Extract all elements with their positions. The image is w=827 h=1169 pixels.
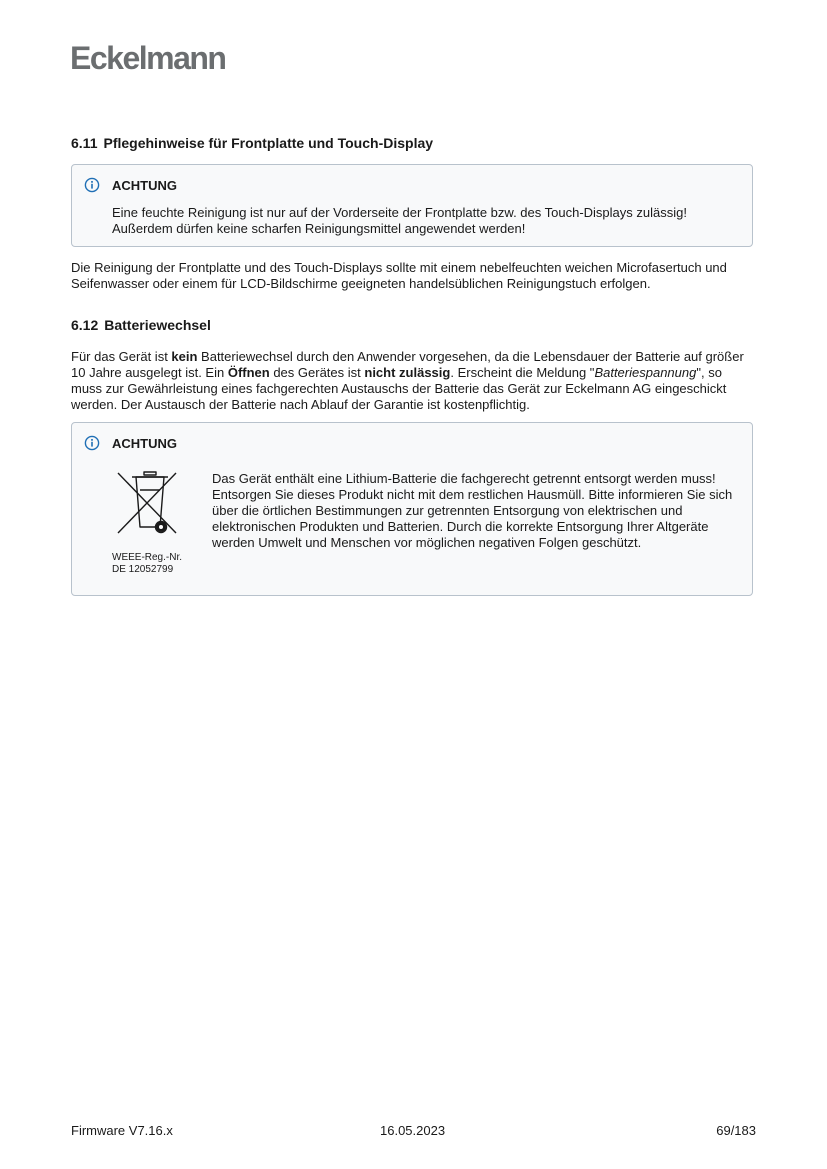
company-logo: Eckelmann: [70, 40, 226, 76]
notice-title: ACHTUNG: [112, 177, 177, 193]
info-icon: [84, 435, 100, 451]
emphasis-kein: kein: [171, 349, 198, 364]
section-6-12-heading: [71, 317, 211, 333]
text-run: . Erscheint die Meldung ": [450, 365, 595, 380]
emphasis-nicht-zulaessig: nicht zulässig: [364, 365, 451, 380]
emphasis-oeffnen: Öffnen: [227, 365, 270, 380]
notice-header: [84, 177, 177, 193]
text-run: ", so muss zur Gewährleistung eines fachgerechten Austauschs der Batterie das Gerät zur Eckelmann AG eingeschickt werden. Der Austausch der Batterie nach Ablauf der Garantie ist kostenpflichtig.: [71, 365, 727, 412]
footer-date: 16.05.2023: [380, 1123, 446, 1138]
section-title: Batteriewechsel: [104, 317, 211, 333]
section-number: 6.11: [71, 135, 98, 151]
notice-title: ACHTUNG: [112, 435, 177, 451]
notice-header: [84, 435, 177, 451]
battery-paragraph: [71, 349, 755, 413]
disposal-paragraph-1: Das Gerät enthält eine Lithium-Batterie die fachgerecht getrennt entsorgt werden muss!: [212, 471, 716, 486]
disposal-paragraph-2: Entsorgen Sie dieses Produkt nicht mit dem restlichen Hausmüll. Bitte informieren Sie sich über die örtlichen Bestimmungen zur getrennten Entsorgung von elektrischen und elektronischen Produkten und Batterien. Durch die korrekte Entsorgung Ihrer Altgeräte werden Umwelt und Menschen vor möglichen negativen Folgen geschützt.: [212, 487, 733, 550]
message-name-batteriespannung: Batteriespannung: [594, 365, 697, 380]
weee-registration: [112, 552, 182, 576]
cleaning-paragraph: Die Reinigung der Frontplatte und des Touch-Displays sollte mit einem nebelfeuchten weichen Microfasertuch und Seifenwasser oder einem für LCD-Bildschirme geeigneten handelsüblichen Reinigungstuch erfolgen.: [71, 260, 727, 291]
caution-notice-battery-disposal: [71, 422, 753, 596]
disposal-text: [212, 471, 740, 551]
caution-notice-cleaning: [71, 164, 753, 247]
text-run: des Gerätes ist: [269, 365, 365, 380]
info-icon: [84, 177, 100, 193]
footer-page-number: 69/183: [716, 1123, 756, 1138]
text-run: Für das Gerät ist: [71, 349, 172, 364]
section-number: 6.12: [71, 317, 99, 333]
footer-firmware-version: Firmware V7.16.x: [71, 1123, 173, 1138]
section-title: Pflegehinweise für Frontplatte und Touch-Display: [103, 135, 434, 151]
crossed-out-wheelie-bin-icon: [114, 469, 184, 537]
section-6-11-heading: [71, 135, 433, 151]
weee-reg-label: WEEE-Reg.-Nr.: [112, 552, 183, 563]
notice-text: Eine feuchte Reinigung ist nur auf der Vorderseite der Frontplatte bzw. des Touch-Displays zulässig! Außerdem dürfen keine scharfen Reinigungsmittel angewendet werden!: [112, 205, 687, 236]
text-run: Batteriewechsel durch den Anwender vorgesehen, da die Lebensdauer der Batterie auf größer 10 Jahre ausgelegt ist. Ein: [71, 349, 744, 380]
weee-reg-number: DE 12052799: [112, 564, 174, 575]
